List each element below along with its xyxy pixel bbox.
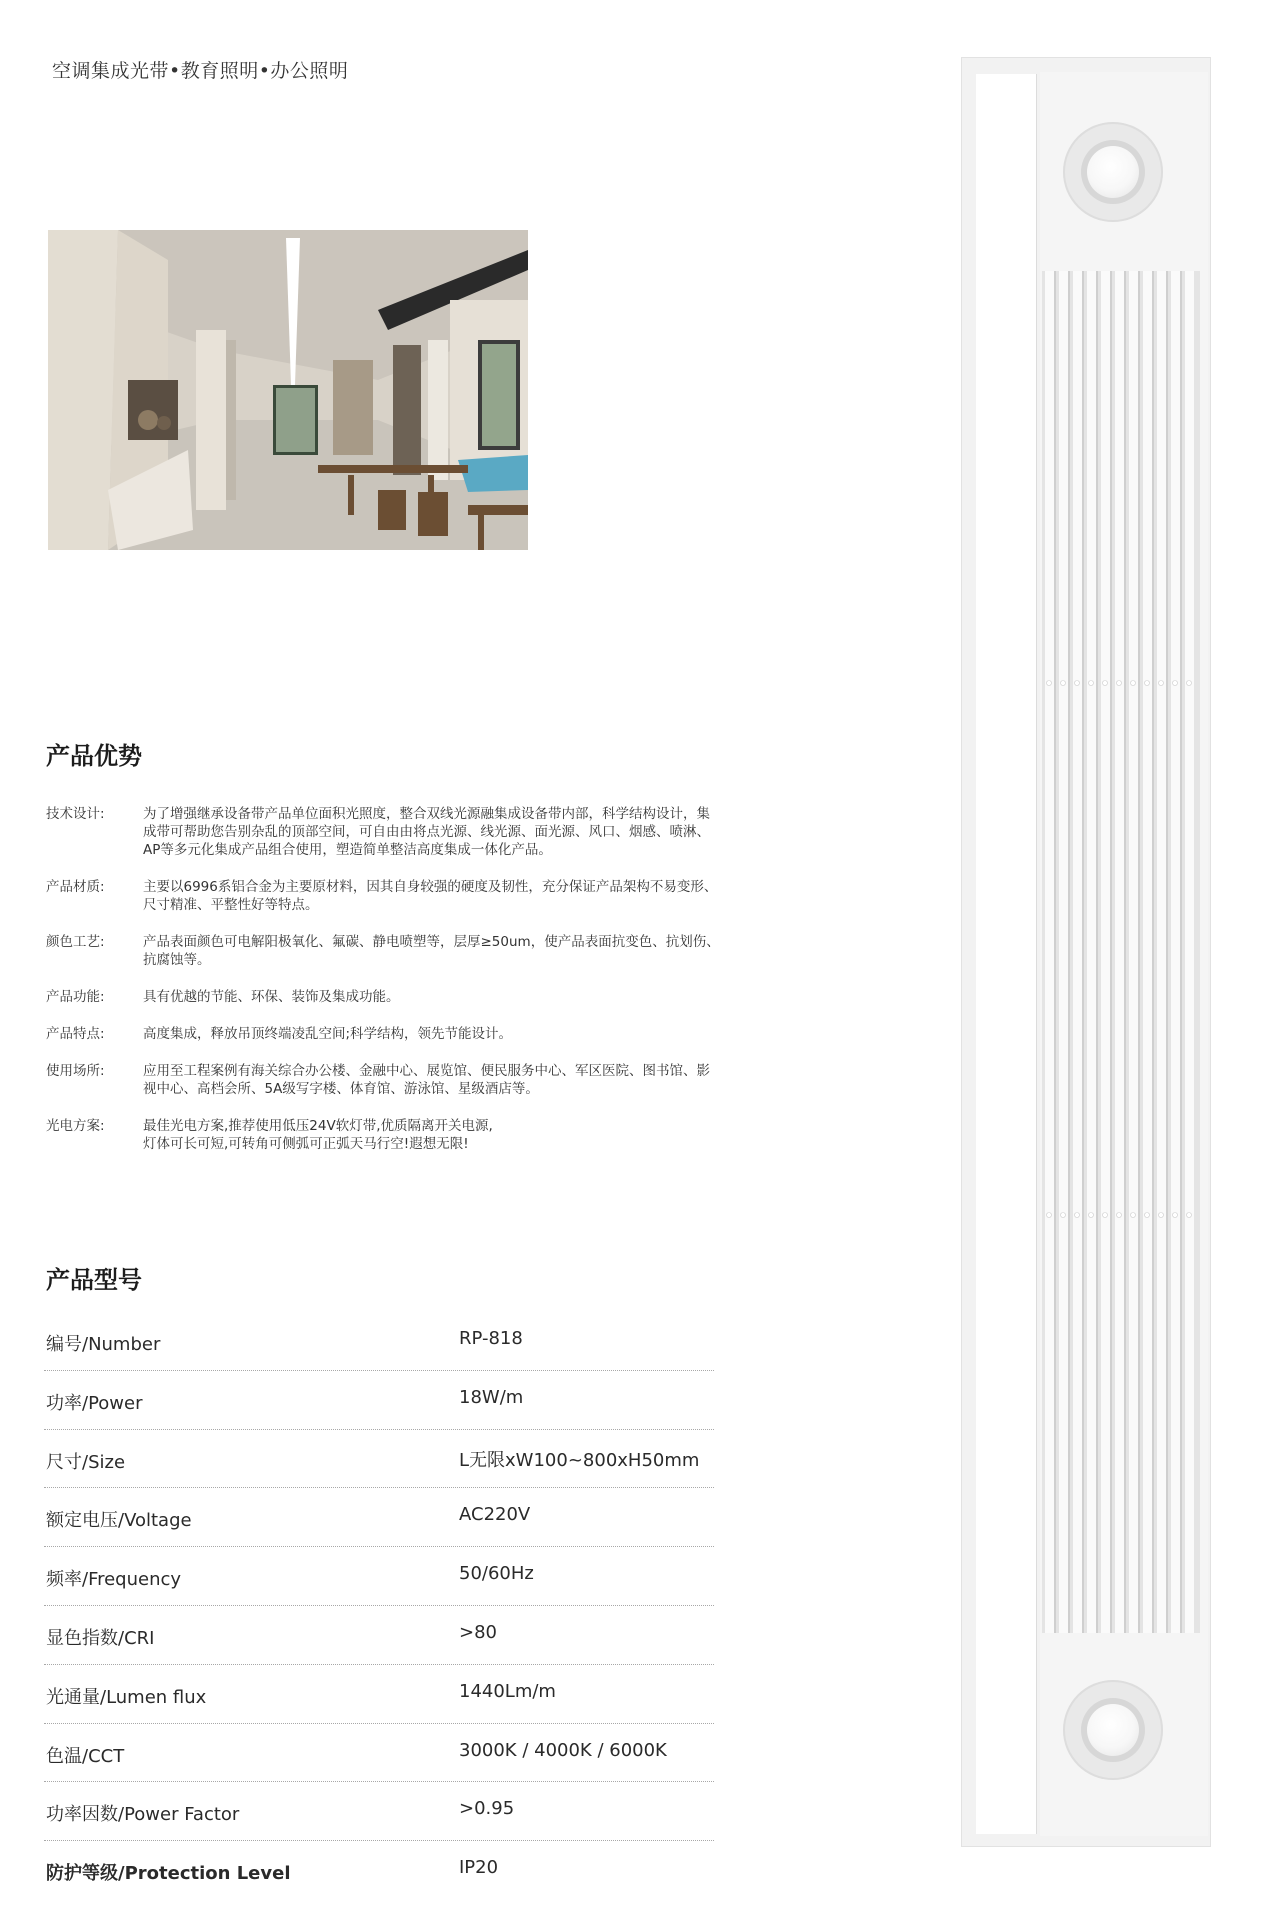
spec-row [44,1606,714,1665]
spec-value: IP20 [459,1857,499,1879]
advantage-text: 主要以6996系铝合金为主要原材料，因其自身较强的硬度及韧性，充分保证产品架构不易变形、尺寸精准、平整性好等特点。 [143,879,718,913]
advantage-row [46,1025,726,1043]
spec-value: 50/60Hz [459,1563,534,1585]
spec-label: 光通量/Lumen flux [46,1686,207,1708]
spec-label: 显色指数/CRI [46,1627,155,1649]
spec-label: 色温/CCT [46,1745,125,1767]
advantage-label: 产品特点: [46,1026,105,1042]
spec-row [44,1841,714,1900]
spec-value: 1440Lm/m [459,1680,556,1702]
spec-value: AC220V [459,1504,531,1526]
spec-label: 额定电压/Voltage [46,1510,192,1532]
spec-row [44,1488,714,1547]
spec-label: 防护等级/Protection Level [46,1863,291,1885]
downlight-top [1063,122,1163,222]
advantage-text: 最佳光电方案,推荐使用低压24V软灯带,优质隔离开关电源, 灯体可长可短,可转角可侧弧可正弧天马行空!遐想无限! [143,1118,493,1152]
spec-label: 尺寸/Size [46,1451,126,1473]
spec-label: 频率/Frequency [46,1569,182,1591]
advantage-row [46,933,726,969]
advantage-row [46,1117,726,1153]
spec-label: 功率因数/Power Factor [46,1804,240,1826]
spec-value: 3000K / 4000K / 6000K [459,1739,667,1761]
advantage-text: 应用至工程案例有海关综合办公楼、金融中心、展览馆、便民服务中心、军区医院、图书馆、影视中心、高档会所、5A级写字楼、体育馆、游泳馆、星级酒店等。 [143,1063,710,1097]
advantage-label: 颜色工艺: [46,934,105,950]
linear-light-strip [976,74,1036,1834]
spec-value: L无限xW100~800xH50mm [459,1449,700,1471]
advantages-heading: 产品优势 [46,742,142,770]
air-vent-grille [1042,271,1200,1633]
spec-row [44,1430,714,1489]
spec-value: >80 [459,1621,497,1643]
advantage-label: 技术设计: [46,806,105,822]
advantage-label: 产品材质: [46,879,105,895]
spec-row [44,1547,714,1606]
advantage-row [46,878,726,914]
page-header-title: 空调集成光带•教育照明•办公照明 [52,60,349,82]
advantage-row [46,1062,726,1098]
spec-row [44,1724,714,1783]
advantage-row [46,805,726,859]
product-image-light-strip [962,58,1210,1846]
spec-row [44,1665,714,1724]
spec-label: 编号/Number [46,1334,161,1355]
advantage-row [46,988,726,1006]
advantage-text: 具有优越的节能、环保、装饰及集成功能。 [143,989,400,1005]
specs-heading: 产品型号 [46,1266,142,1294]
advantage-label: 使用场所: [46,1063,105,1079]
advantage-text: 产品表面颜色可电解阳极氧化、氟碳、静电喷塑等，层厚≥50um，使产品表面抗变色、抗划伤、抗腐蚀等。 [143,934,720,968]
spec-value: RP-818 [459,1328,523,1349]
spec-row [44,1312,714,1371]
downlight-bottom [1063,1680,1163,1780]
spec-row [44,1782,714,1841]
spec-value: >0.95 [459,1798,515,1820]
advantage-text: 高度集成，释放吊顶终端凌乱空间;科学结构，领先节能设计。 [143,1026,513,1042]
interior-application-photo [48,230,528,550]
spec-label: 功率/Power [46,1392,143,1414]
advantage-text: 为了增强继承设备带产品单位面积光照度，整合双线光源融集成设备带内部，科学结构设计，集成带可帮助您告别杂乱的顶部空间，可自由由将点光源、线光源、面光源、风口、烟感、喷淋、AP等多元化集成产品组合使用，塑造简单整洁高度集成一体化产品。 [143,806,710,858]
spec-row [44,1371,714,1430]
spec-table [44,1312,714,1900]
advantage-label: 产品功能: [46,989,105,1005]
advantage-label: 光电方案: [46,1118,105,1134]
spec-value: 18W/m [459,1386,524,1408]
advantages-list [46,805,726,1172]
